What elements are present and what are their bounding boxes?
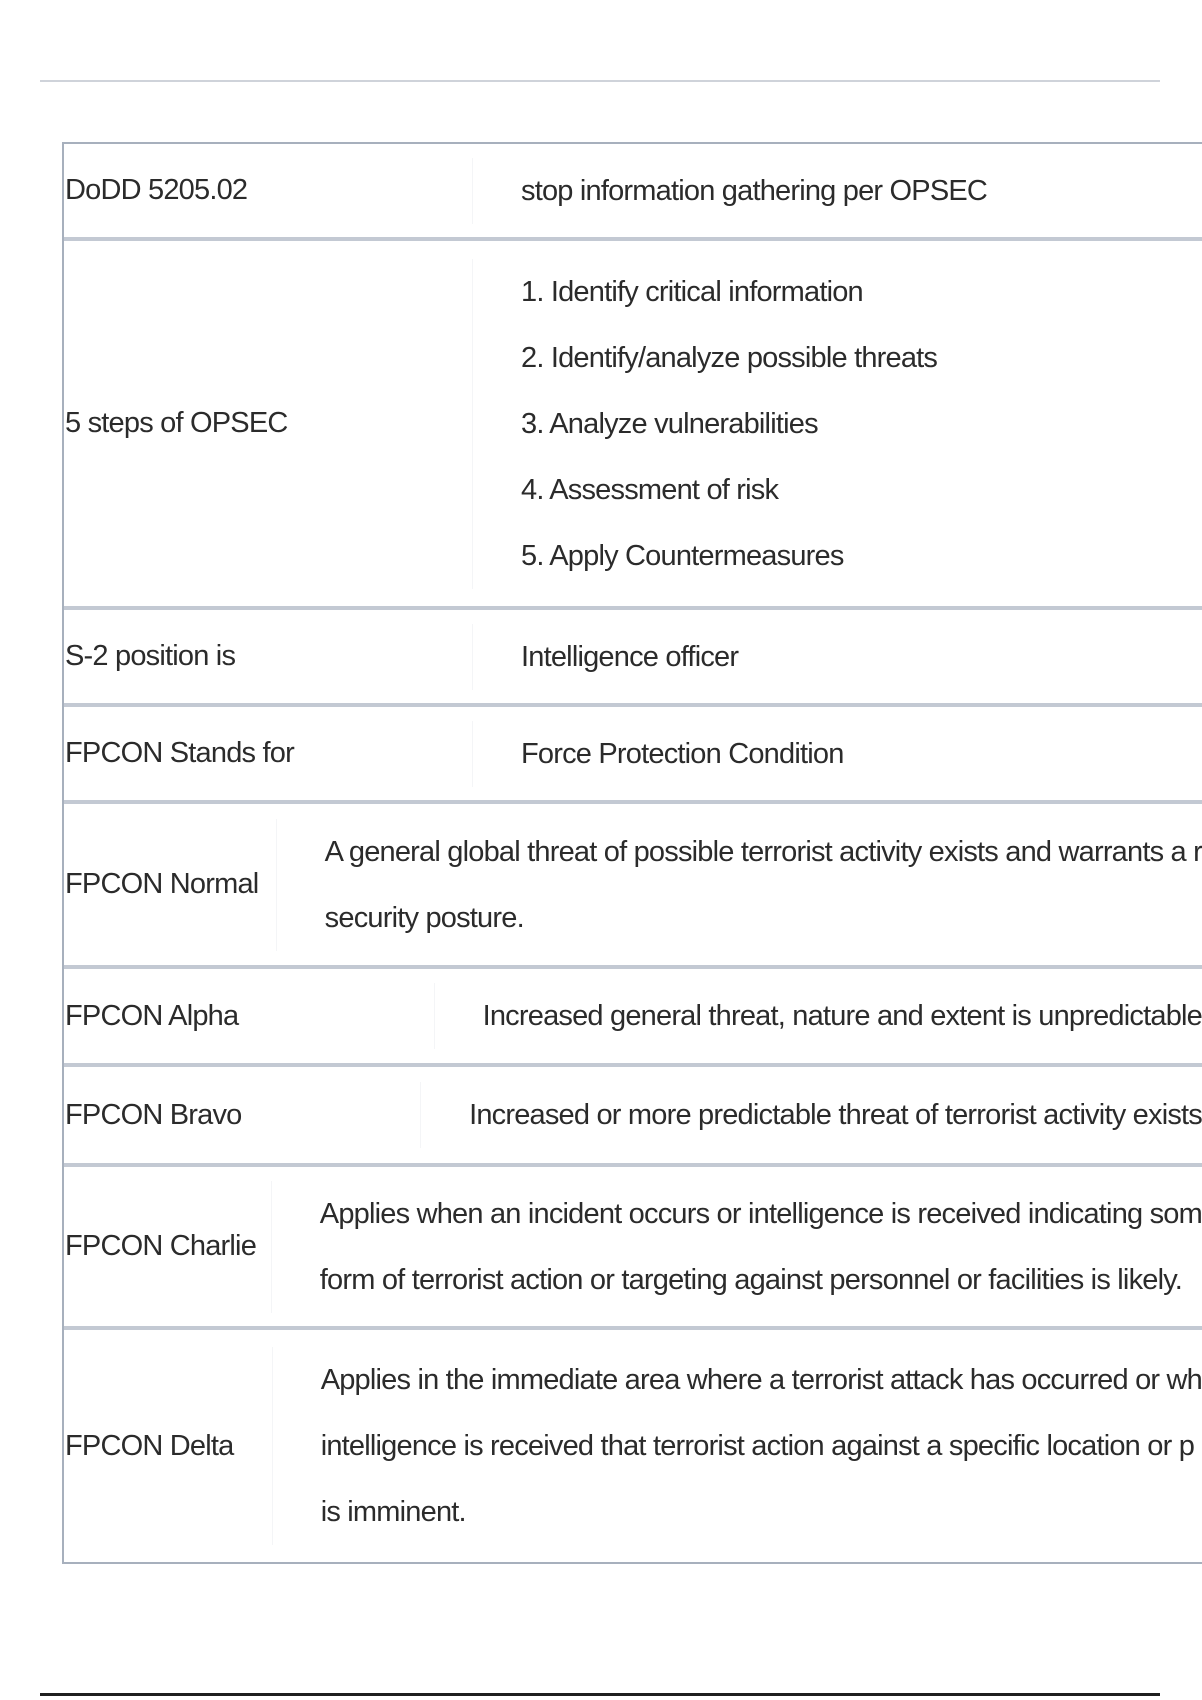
term-cell: 5 steps of OPSEC [65, 407, 288, 439]
definition-line: intelligence is received that terrorist action against a specific location or p [320, 1430, 1195, 1462]
table-row [64, 1167, 1202, 1330]
definition-line: Force Protection Condition [521, 737, 844, 770]
definition-cell [271, 1181, 1202, 1313]
definition-line: Intelligence officer [521, 640, 739, 673]
definition-line: 1. Identify critical information [521, 275, 863, 308]
table-row [64, 1330, 1202, 1562]
table-row [64, 969, 1202, 1067]
bottom-divider [40, 1693, 1160, 1696]
definition-cell [272, 1347, 1202, 1545]
table-row [64, 144, 1202, 241]
table-row [64, 707, 1202, 804]
definition-line: Increased or more predictable threat of terrorist activity exists [469, 1099, 1202, 1131]
table-row [64, 241, 1202, 610]
definition-cell [434, 983, 1202, 1049]
definition-line: is imminent. [320, 1496, 466, 1528]
definition-cell [472, 259, 1202, 589]
flashcard-table [62, 142, 1202, 1564]
table-row [64, 804, 1202, 969]
table-row [64, 1067, 1202, 1167]
term-cell: FPCON Alpha [65, 999, 239, 1032]
definition-cell [472, 624, 1202, 690]
definition-cell [472, 158, 1202, 224]
table-row [64, 610, 1202, 707]
definition-line: stop information gathering per OPSEC [521, 174, 988, 207]
definition-cell [472, 721, 1202, 787]
term-cell: S-2 position is [65, 640, 236, 672]
term-cell: DoDD 5205.02 [65, 174, 248, 206]
definition-line: form of terrorist action or targeting against personnel or facilities is likely. [319, 1263, 1183, 1296]
top-divider [40, 80, 1160, 82]
term-cell: FPCON Normal [65, 868, 259, 900]
definition-line: A general global threat of possible terrorist activity exists and warrants a r [324, 835, 1202, 868]
definition-line: 5. Apply Countermeasures [521, 539, 844, 572]
term-cell: FPCON Bravo [65, 1098, 242, 1131]
definition-cell [276, 819, 1202, 951]
definition-line: Increased general threat, nature and extent is unpredictable [482, 1000, 1202, 1032]
term-cell: FPCON Delta [65, 1429, 234, 1462]
definition-line: 3. Analyze vulnerabilities [521, 407, 818, 440]
definition-line: Applies when an incident occurs or intelligence is received indicating som [319, 1197, 1202, 1230]
definition-cell [420, 1082, 1202, 1148]
term-cell: FPCON Stands for [65, 737, 294, 769]
term-cell: FPCON Charlie [65, 1230, 257, 1262]
definition-line: 4. Assessment of risk [521, 473, 779, 506]
definition-line: 2. Identify/analyze possible threats [521, 341, 938, 374]
definition-line: Applies in the immediate area where a terrorist attack has occurred or wh [320, 1364, 1202, 1396]
definition-line: security posture. [324, 901, 524, 934]
